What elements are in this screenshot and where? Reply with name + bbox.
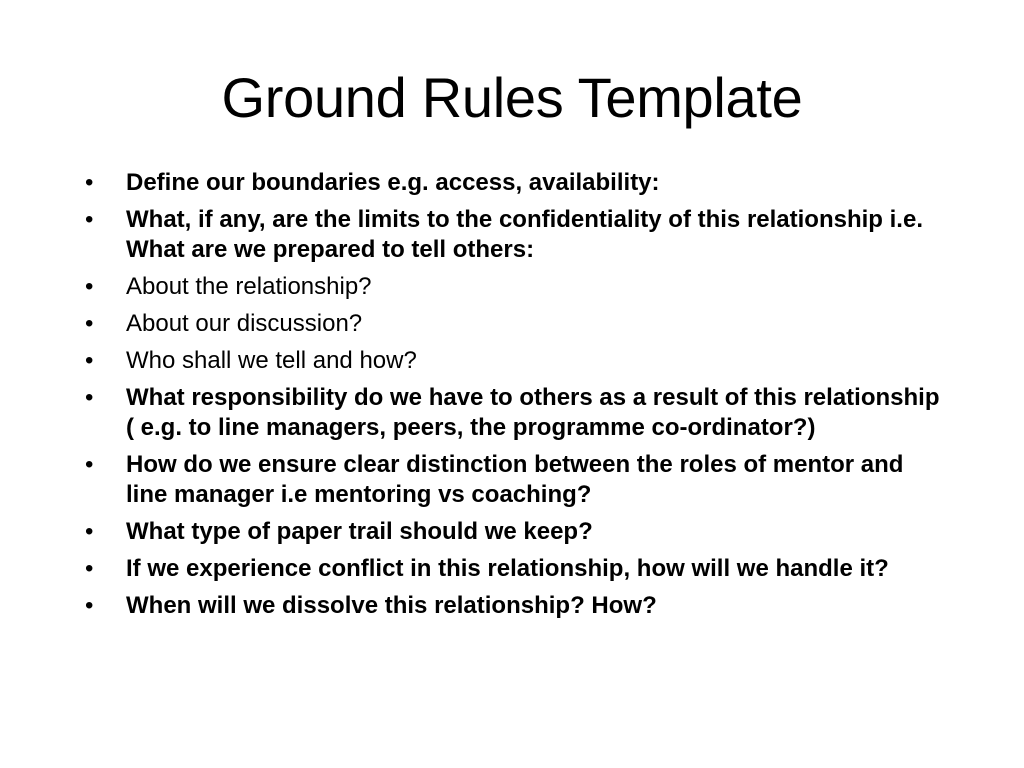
bullet-text: Who shall we tell and how?: [126, 347, 417, 374]
bullet-text: When will we dissolve this relationship? How?: [126, 592, 657, 619]
bullet-text: Define our boundaries e.g. access, availability:: [126, 169, 660, 196]
bullet-text: About the relationship?: [126, 273, 372, 300]
bullet-item-roles-distinction: [85, 450, 945, 510]
bullet-item-dissolve: [85, 591, 945, 621]
bullet-marker: •: [85, 384, 94, 411]
bullet-marker: •: [85, 555, 94, 582]
bullet-text: How do we ensure clear distinction between the roles of mentor and line manager i.e mentoring vs coaching?: [126, 451, 904, 508]
bullet-item-about-discussion: [85, 309, 945, 339]
bullet-marker: •: [85, 169, 94, 196]
bullet-item-who-tell: [85, 346, 945, 376]
bullet-item-boundaries: [85, 168, 945, 198]
bullet-text: About our discussion?: [126, 310, 363, 337]
bullet-marker: •: [85, 592, 94, 619]
bullet-text: What, if any, are the limits to the confidentiality of this relationship i.e. What are we prepared to tell others:: [126, 206, 923, 263]
bullet-item-about-relationship: [85, 272, 945, 302]
bullet-text: What responsibility do we have to others as a result of this relationship ( e.g. to line managers, peers, the programme co-ordinator?): [126, 384, 940, 441]
bullet-item-paper-trail: [85, 517, 945, 547]
slide-title: Ground Rules Template: [221, 66, 803, 129]
bullet-marker: •: [85, 347, 94, 374]
bullet-text: If we experience conflict in this relationship, how will we handle it?: [126, 555, 889, 582]
bullet-list: [85, 168, 945, 628]
bullet-marker: •: [85, 273, 94, 300]
bullet-text: What type of paper trail should we keep?: [126, 518, 593, 545]
bullet-marker: •: [85, 518, 94, 545]
bullet-marker: •: [85, 451, 94, 478]
bullet-item-responsibility: [85, 383, 945, 443]
bullet-item-conflict: [85, 554, 945, 584]
bullet-item-confidentiality: [85, 205, 945, 265]
bullet-marker: •: [85, 206, 94, 233]
bullet-marker: •: [85, 310, 94, 337]
